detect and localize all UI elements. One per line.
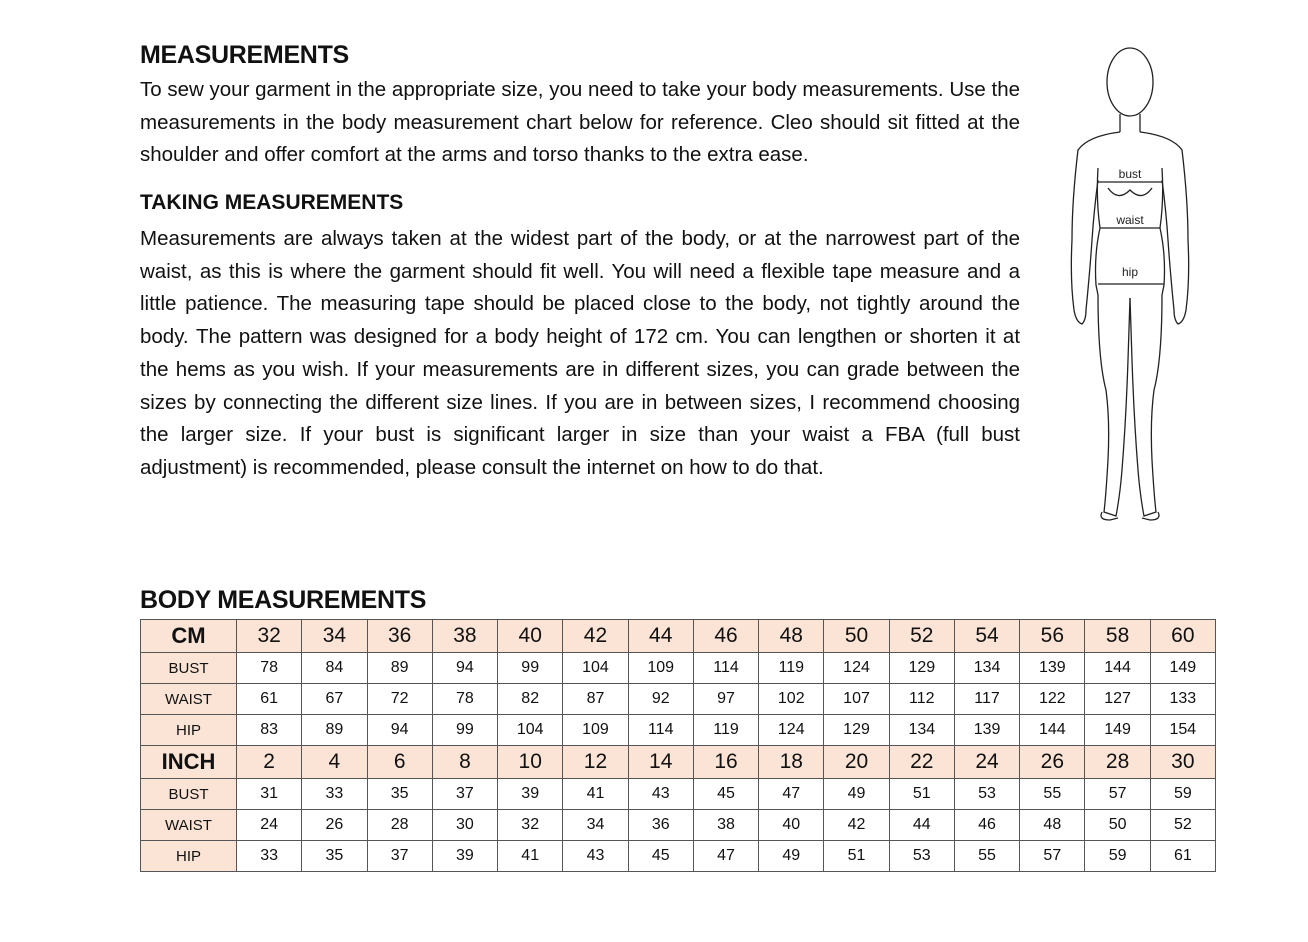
inch-size-cell: 2 [237, 746, 302, 779]
cm-hip-row [141, 715, 1216, 746]
measurement-value-cell: 154 [1150, 715, 1215, 746]
figure-neck [1120, 114, 1140, 132]
measurement-value-cell: 134 [954, 653, 1019, 684]
measurement-value-cell: 26 [302, 810, 367, 841]
measurement-value-cell: 124 [824, 653, 889, 684]
measurement-value-cell: 41 [563, 779, 628, 810]
measurement-value-cell: 33 [237, 841, 302, 872]
measurement-value-cell: 78 [237, 653, 302, 684]
body-figure-illustration [1058, 40, 1208, 525]
measurement-value-cell: 97 [693, 684, 758, 715]
measurement-value-cell: 139 [954, 715, 1019, 746]
measurement-value-cell: 28 [367, 810, 432, 841]
measurement-value-cell: 114 [628, 715, 693, 746]
measurement-value-cell: 33 [302, 779, 367, 810]
measurement-value-cell: 47 [759, 779, 824, 810]
cm-size-cell: 52 [889, 620, 954, 653]
measurement-value-cell: 119 [693, 715, 758, 746]
measurement-value-cell: 122 [1020, 684, 1085, 715]
measurements-intro: To sew your garment in the appropriate size, you need to take your body measurements. Use the measurements in the body measurement chart below for reference. Cleo should sit fitted at the shoulder and offer comfort at the arms and torso thanks to the extra ease. [140, 78, 1020, 167]
hip-label: hip [1121, 265, 1139, 279]
measurement-value-cell: 109 [563, 715, 628, 746]
cm-size-cell: 42 [563, 620, 628, 653]
inch-size-row [141, 746, 1216, 779]
measurement-value-cell: 46 [954, 810, 1019, 841]
measurement-value-cell: 57 [1020, 841, 1085, 872]
measurements-heading: MEASUREMENTS [140, 41, 349, 69]
measurement-value-cell: 30 [432, 810, 497, 841]
taking-text-part-1: Measurements are always taken at the widest part of the body, or at the narrowest part of the waist, as this is where the garment should fit well. You will need a flexible tape measure and a little patience. The measuring tape should be placed close to the body, not tightly around the body. [140, 227, 1020, 349]
measurement-value-cell: 49 [824, 779, 889, 810]
measurement-value-cell: 59 [1085, 841, 1150, 872]
cm-size-cell: 58 [1085, 620, 1150, 653]
measurement-value-cell: 34 [563, 810, 628, 841]
measurement-value-cell: 129 [889, 653, 954, 684]
cm-size-cell: 56 [1020, 620, 1085, 653]
measurement-value-cell: 61 [1150, 841, 1215, 872]
measurement-value-cell: 133 [1150, 684, 1215, 715]
inch-size-cell: 8 [432, 746, 497, 779]
measurement-value-cell: 78 [432, 684, 497, 715]
measurement-value-cell: 89 [302, 715, 367, 746]
measurement-value-cell: 36 [628, 810, 693, 841]
measurement-value-cell: 44 [889, 810, 954, 841]
measurement-value-cell: 99 [498, 653, 563, 684]
cm-bust-row [141, 653, 1216, 684]
measurement-value-cell: 104 [498, 715, 563, 746]
measurement-value-cell: 112 [889, 684, 954, 715]
measurement-value-cell: 31 [237, 779, 302, 810]
inch-size-cell: 28 [1085, 746, 1150, 779]
cm-size-cell: 48 [759, 620, 824, 653]
measurement-value-cell: 24 [237, 810, 302, 841]
cm-waist-row [141, 684, 1216, 715]
figure-bust-curve [1108, 188, 1152, 196]
taking-measurements-text [140, 223, 1020, 485]
measurement-value-cell: 35 [367, 779, 432, 810]
inch-size-cell: 20 [824, 746, 889, 779]
measurement-value-cell: 59 [1150, 779, 1215, 810]
taking-text-part-2: . You can lengthen or shorten it at the hems as you wish. If your measurements are in different sizes, you can grade between the sizes by connecting the different size lines. If you are in between sizes, I recommend choosing the larger size. If your bust is significant larger in size than your waist a FBA (full bust adjustment) is recommended, please consult the internet on how to do that. [140, 325, 1021, 479]
measurement-value-cell: 114 [693, 653, 758, 684]
bust-label: bust [1118, 167, 1142, 181]
measurement-value-cell: 119 [759, 653, 824, 684]
inch-size-cell: 24 [954, 746, 1019, 779]
body-measurements-heading: BODY MEASUREMENTS [140, 586, 427, 614]
measurement-value-cell: 109 [628, 653, 693, 684]
measurement-value-cell: 43 [563, 841, 628, 872]
waist-label: waist [1116, 213, 1144, 227]
inch-size-cell: 30 [1150, 746, 1215, 779]
measurement-value-cell: 51 [824, 841, 889, 872]
measurement-value-cell: 92 [628, 684, 693, 715]
measurement-value-cell: 94 [367, 715, 432, 746]
measurement-value-cell: 51 [889, 779, 954, 810]
measurement-value-cell: 40 [759, 810, 824, 841]
measurement-value-cell: 72 [367, 684, 432, 715]
inch-waist-row [141, 810, 1216, 841]
inch-size-cell: 16 [693, 746, 758, 779]
measurement-value-cell: 139 [1020, 653, 1085, 684]
measurement-value-cell: 32 [498, 810, 563, 841]
measurement-value-cell: 82 [498, 684, 563, 715]
cm-size-cell: 38 [432, 620, 497, 653]
measurement-value-cell: 42 [824, 810, 889, 841]
measurement-value-cell: 89 [367, 653, 432, 684]
cm-size-cell: 44 [628, 620, 693, 653]
inch-bust-row [141, 779, 1216, 810]
measurement-value-cell: 67 [302, 684, 367, 715]
inch-size-cell: 14 [628, 746, 693, 779]
measurement-value-cell: 102 [759, 684, 824, 715]
figure-head [1107, 48, 1153, 116]
measurement-value-cell: 117 [954, 684, 1019, 715]
body-height-note: The pattern was designed for a body height of 172 cm [196, 325, 703, 349]
measurement-label: HIP [141, 841, 237, 872]
cm-size-row [141, 620, 1216, 653]
measurement-value-cell: 124 [759, 715, 824, 746]
measurement-value-cell: 149 [1150, 653, 1215, 684]
inch-size-cell: 10 [498, 746, 563, 779]
measurement-value-cell: 35 [302, 841, 367, 872]
measurement-value-cell: 48 [1020, 810, 1085, 841]
measurement-value-cell: 134 [889, 715, 954, 746]
measurement-value-cell: 149 [1085, 715, 1150, 746]
measurement-value-cell: 55 [1020, 779, 1085, 810]
cm-size-cell: 40 [498, 620, 563, 653]
measurement-value-cell: 49 [759, 841, 824, 872]
measurement-value-cell: 45 [693, 779, 758, 810]
inch-unit-label: INCH [141, 746, 237, 779]
cm-size-cell: 54 [954, 620, 1019, 653]
taking-measurements-heading: TAKING MEASUREMENTS [140, 191, 404, 214]
cm-unit-label: CM [141, 620, 237, 653]
measurement-value-cell: 39 [432, 841, 497, 872]
measurement-value-cell: 57 [1085, 779, 1150, 810]
measurement-value-cell: 87 [563, 684, 628, 715]
measurement-value-cell: 144 [1020, 715, 1085, 746]
figure-feet [1101, 512, 1159, 520]
measurement-value-cell: 45 [628, 841, 693, 872]
measurement-label: BUST [141, 653, 237, 684]
cm-size-cell: 32 [237, 620, 302, 653]
measurement-value-cell: 55 [954, 841, 1019, 872]
inch-size-cell: 12 [563, 746, 628, 779]
measurement-value-cell: 83 [237, 715, 302, 746]
inch-size-cell: 6 [367, 746, 432, 779]
inch-size-cell: 22 [889, 746, 954, 779]
measurement-value-cell: 104 [563, 653, 628, 684]
measurement-value-cell: 99 [432, 715, 497, 746]
measurement-value-cell: 53 [954, 779, 1019, 810]
inch-size-cell: 26 [1020, 746, 1085, 779]
measurement-label: WAIST [141, 810, 237, 841]
cm-size-cell: 34 [302, 620, 367, 653]
measurement-value-cell: 47 [693, 841, 758, 872]
cm-size-cell: 36 [367, 620, 432, 653]
measurement-value-cell: 84 [302, 653, 367, 684]
measurement-value-cell: 52 [1150, 810, 1215, 841]
cm-size-cell: 50 [824, 620, 889, 653]
measurement-label: BUST [141, 779, 237, 810]
measurement-value-cell: 144 [1085, 653, 1150, 684]
measurement-value-cell: 61 [237, 684, 302, 715]
size-chart-table [140, 619, 1216, 872]
cm-size-cell: 46 [693, 620, 758, 653]
measurement-value-cell: 39 [498, 779, 563, 810]
cm-size-cell: 60 [1150, 620, 1215, 653]
measurement-value-cell: 107 [824, 684, 889, 715]
measurement-value-cell: 38 [693, 810, 758, 841]
measurement-value-cell: 37 [432, 779, 497, 810]
measurement-value-cell: 41 [498, 841, 563, 872]
measurement-value-cell: 129 [824, 715, 889, 746]
measurement-value-cell: 50 [1085, 810, 1150, 841]
inch-hip-row [141, 841, 1216, 872]
measurement-value-cell: 37 [367, 841, 432, 872]
measurement-value-cell: 53 [889, 841, 954, 872]
measurement-label: WAIST [141, 684, 237, 715]
measurement-value-cell: 43 [628, 779, 693, 810]
measurement-value-cell: 94 [432, 653, 497, 684]
measurement-value-cell: 127 [1085, 684, 1150, 715]
measurement-label: HIP [141, 715, 237, 746]
inch-size-cell: 4 [302, 746, 367, 779]
inch-size-cell: 18 [759, 746, 824, 779]
